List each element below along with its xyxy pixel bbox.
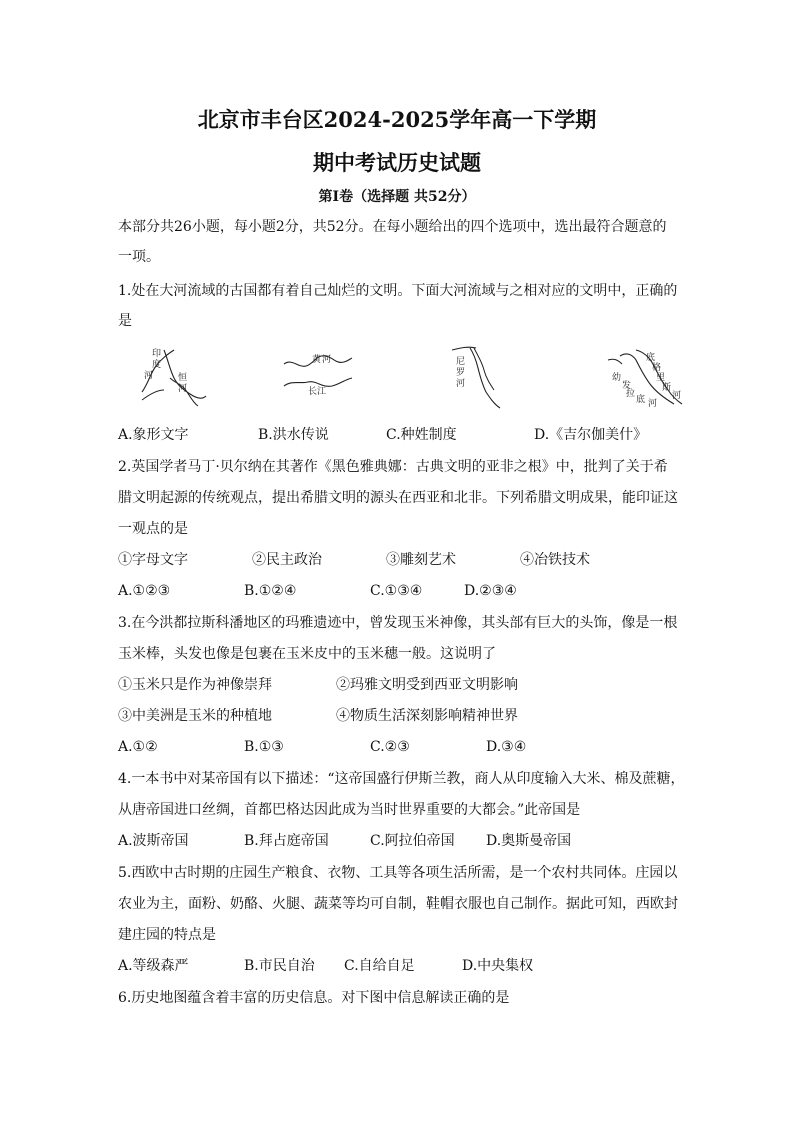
q2-stem-line-3: 一观点的是 [118, 521, 188, 537]
q3-item-3: ③中美洲是玉米的种植地 [118, 708, 272, 724]
q1-option-b: B.洪水传说 [258, 427, 329, 443]
map4-label-2: 拉 [626, 389, 636, 399]
q4-option-b: B.拜占庭帝国 [244, 833, 329, 849]
intro-line-2: 一项。 [118, 249, 160, 265]
q1-stem-line-2: 是 [118, 313, 132, 329]
q5-option-d: D.中央集权 [462, 958, 534, 974]
q5-stem-line-3: 建庄园的特点是 [118, 927, 216, 943]
map3-label-0: 尼 [456, 357, 466, 367]
q2-stem-line-2: 腊文明起源的传统观点，提出希腊文明的源头在西亚和北非。下列希腊文明成果，能印证这 [118, 490, 678, 506]
q3-option-a: A.①② [118, 739, 158, 755]
q3-item-2: ②玛雅文明受到西亚文明影响 [336, 677, 518, 693]
map1-label-3: 恒 [178, 373, 188, 383]
map1-label-4: 河 [178, 384, 188, 394]
q2-item-3: ③雕刻艺术 [386, 552, 456, 568]
q3-item-4: ④物质生活深刻影响精神世界 [336, 708, 518, 724]
map4-label-5: 底 [646, 353, 656, 363]
q1-option-a: A.象形文字 [118, 427, 189, 443]
map-yellow-yangtze [282, 350, 354, 396]
q6-stem-line-1: 6.历史地图蕴含着丰富的历史信息。对下图中信息解读正确的是 [118, 990, 510, 1006]
q1-option-d: D.《吉尔伽美什》 [534, 427, 648, 443]
q4-option-c: C.阿拉伯帝国 [370, 833, 455, 849]
map2-label-2: 长江 [308, 387, 327, 396]
q2-item-4: ④冶铁技术 [520, 552, 590, 568]
map3-label-1: 罗 [456, 368, 466, 378]
map1-label-0: 印 [152, 349, 162, 359]
map-indus-ganges [140, 344, 212, 408]
map4-label-0: 幼 [612, 373, 622, 383]
map4-label-6: 格 [652, 363, 662, 373]
map1-label-2: 河 [144, 371, 154, 381]
q3-item-1: ①玉米只是作为神像崇拜 [118, 677, 272, 693]
map2-label-1: 河 [322, 355, 332, 365]
map4-label-4: 河 [648, 399, 658, 408]
q2-item-1: ①字母文字 [118, 552, 188, 568]
q3-stem-line-2: 玉米棒，头发也像是包裹在玉米皮中的玉米穗一般。这说明了 [118, 646, 496, 662]
map1-label-1: 度 [152, 360, 162, 370]
q4-stem-line-2: 从唐帝国进口丝绸，首都巴格达因此成为当时世界重要的大都会。”此帝国是 [118, 802, 581, 818]
map4-label-7: 里 [656, 373, 666, 383]
map2-label-0: 黄 [312, 355, 322, 365]
map-euphrates-tigris [606, 346, 684, 408]
q2-option-d: D.②③④ [464, 583, 517, 599]
map-nile [448, 344, 508, 410]
q3-stem-line-1: 3.在今洪都拉斯科潘地区的玛雅遗迹中，曾发现玉米神像，其头部有巨大的头饰，像是一根 [118, 615, 678, 631]
map4-label-3: 底 [636, 395, 646, 405]
map4-label-1: 发 [622, 381, 632, 391]
q2-stem-line-1: 2.英国学者马丁·贝尔纳在其著作《黑色雅典娜：古典文明的亚非之根》中，批判了关于希 [118, 459, 668, 475]
q2-option-a: A.①②③ [118, 583, 171, 599]
q5-option-b: B.市民自治 [244, 958, 315, 974]
map4-label-9: 河 [672, 391, 682, 401]
section-heading: 第Ⅰ卷（选择题 共52分） [318, 189, 476, 205]
q4-option-a: A.波斯帝国 [118, 833, 189, 849]
q2-option-c: C.①③④ [370, 583, 423, 599]
q5-option-a: A.等级森严 [118, 958, 189, 974]
q3-option-c: C.②③ [370, 739, 410, 755]
q5-stem-line-2: 农业为主，面粉、奶酪、火腿、蔬菜等均可自制，鞋帽衣服也自己制作。据此可知，西欧封 [118, 896, 678, 912]
intro-line-1: 本部分共26小题，每小题2分，共52分。在每小题给出的四个选项中，选出最符合题意的 [118, 219, 667, 235]
q2-item-2: ②民主政治 [252, 552, 322, 568]
page-title: 北京市丰台区2024-2025学年高一下学期 [197, 107, 597, 132]
q5-stem-line-1: 5.西欧中古时期的庄园生产粮食、衣物、工具等各项生活所需，是一个农村共同体。庄园以 [118, 865, 678, 881]
map4-label-8: 斯 [662, 383, 672, 393]
page-subtitle: 期中考试历史试题 [313, 150, 481, 175]
map3-label-2: 河 [456, 379, 466, 389]
q2-option-b: B.①②④ [244, 583, 297, 599]
q1-stem-line-1: 1.处在大河流域的古国都有着自己灿烂的文明。下面大河流域与之相对应的文明中，正确的 [118, 283, 678, 299]
q3-option-d: D.③④ [486, 739, 527, 755]
q4-option-d: D.奥斯曼帝国 [486, 833, 572, 849]
q4-stem-line-1: 4.一本书中对某帝国有以下描述：“这帝国盛行伊斯兰教，商人从印度输入大米、棉及蔗糖， [118, 771, 685, 787]
q5-option-c: C.自给自足 [344, 958, 415, 974]
q3-option-b: B.①③ [244, 739, 284, 755]
q1-option-c: C.种姓制度 [386, 427, 457, 443]
